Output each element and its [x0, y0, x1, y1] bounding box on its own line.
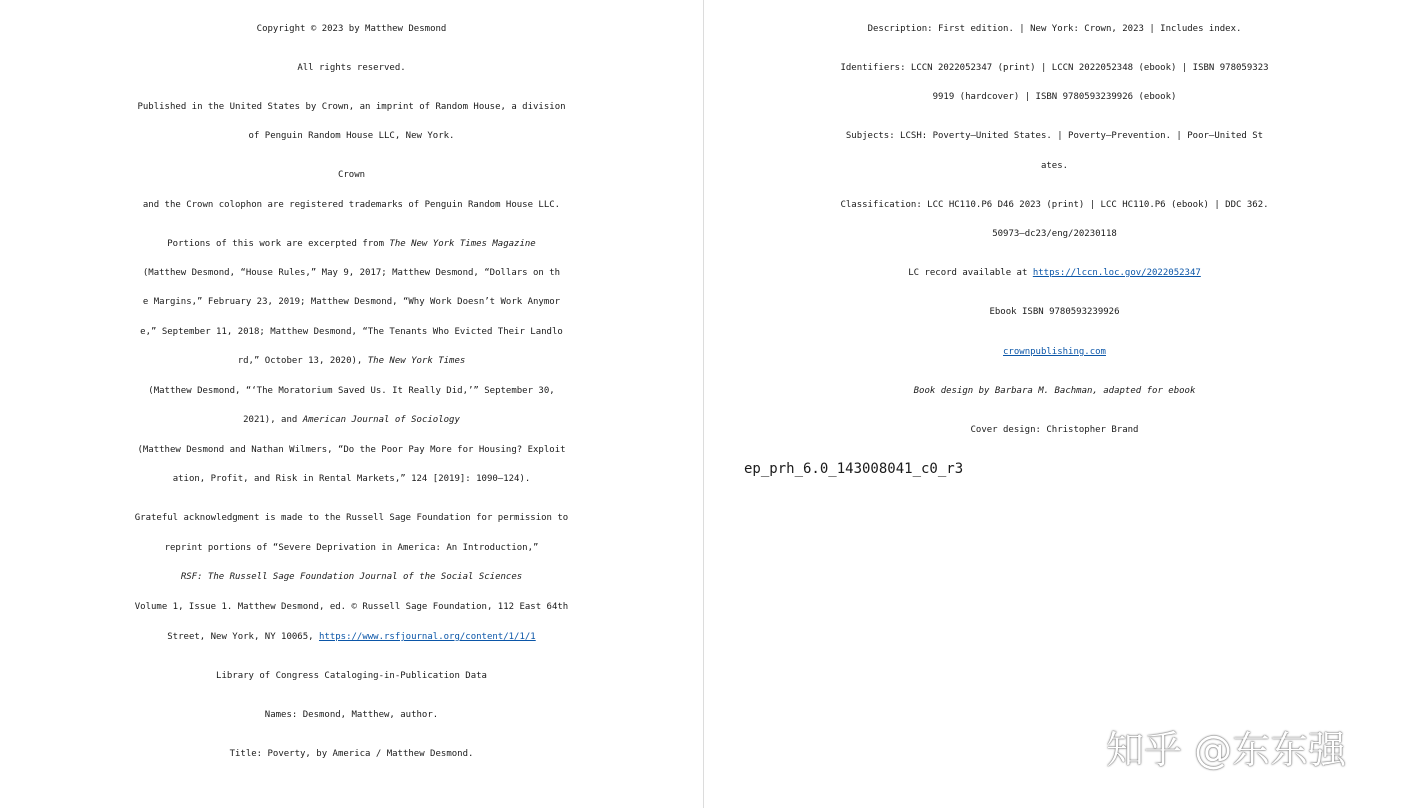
portions-line-7 — [0, 406, 703, 436]
ack-address: Street, New York, NY 10065, — [167, 632, 319, 642]
ack-line-1: Grateful acknowledgment is made to the Russell Sage Foundation for permission to — [134, 513, 569, 523]
lc-record-line — [704, 259, 1405, 289]
portions-line-4: e,” September 11, 2018; Matthew Desmond, “The Tenants Who Evicted Their Landlo — [140, 327, 563, 337]
right-page — [704, 0, 1405, 808]
portions-line-7-text: 2021), and — [243, 415, 303, 425]
ebook-isbn-line: Ebook ISBN 9780593239926 — [989, 307, 1120, 317]
loc-heading: Library of Congress Cataloging-in-Publication Data — [216, 671, 487, 681]
identifiers-line-1: Identifiers: LCCN 2022052347 (print) | LCCN 2022052348 (ebook) | ISBN 978059323 — [840, 63, 1269, 73]
subjects-line-2: ates. — [1040, 161, 1069, 171]
trademark-line: and the Crown colophon are registered trademarks of Penguin Random House LLC. — [142, 200, 561, 210]
publication-ajs: American Journal of Sociology — [302, 415, 460, 425]
cover-design-line: Cover design: Christopher Brand — [970, 425, 1139, 435]
portions-line-2: (Matthew Desmond, “House Rules,” May 9, 2017; Matthew Desmond, “Dollars on th — [142, 268, 561, 278]
portions-line-3: e Margins,” February 23, 2019; Matthew Desmond, “Why Work Doesn’t Work Anymor — [142, 297, 561, 307]
portions-line-1 — [0, 230, 703, 260]
ack-line-5 — [0, 623, 703, 653]
published-line-1: Published in the United States by Crown, an imprint of Random House, a division — [137, 102, 566, 112]
book-design-line: Book design by Barbara M. Bachman, adapted for ebook — [913, 386, 1196, 396]
lccn-link[interactable]: https://lccn.loc.gov/2022052347 — [1032, 268, 1201, 278]
published-line-2: of Penguin Random House LLC, New York. — [248, 131, 455, 141]
ep-code-line: ep_prh_6.0_143008041_c0_r3 — [744, 461, 964, 477]
crown-line: Crown — [337, 170, 366, 180]
publisher-link[interactable]: crownpublishing.com — [1003, 347, 1106, 357]
ack-journal-title: RSF: The Russell Sage Foundation Journal of the Social Sciences — [180, 572, 523, 582]
lc-record-label: LC record available at — [908, 268, 1033, 278]
portions-line-5-text: rd,” October 13, 2020), — [237, 356, 368, 366]
description-line: Description: First edition. | New York: Crown, 2023 | Includes index. — [867, 24, 1242, 34]
watermark: 知乎 @东东强 — [1106, 728, 1347, 772]
portions-line-6: (Matthew Desmond, “‘The Moratorium Saved Us. It Really Did,’” September 30, — [148, 386, 555, 396]
subjects-line-1: Subjects: LCSH: Poverty—United States. | Poverty—Prevention. | Poor—United St — [845, 131, 1264, 141]
classification-line-2: 50973—dc23/eng/20230118 — [992, 229, 1117, 239]
portions-line-5 — [0, 347, 703, 377]
classification-line-1: Classification: LCC HC110.P6 D46 2023 (print) | LCC HC110.P6 (ebook) | DDC 362. — [840, 200, 1269, 210]
portions-intro: Portions of this work are excerpted from — [167, 239, 390, 249]
title-line: Title: Poverty, by America / Matthew Desmond. — [229, 749, 474, 759]
rsf-journal-link[interactable]: https://www.rsfjournal.org/content/1/1/1 — [318, 632, 536, 642]
publisher-line — [704, 338, 1405, 368]
publication-nyt: The New York Times — [367, 356, 466, 366]
identifiers-line-2: 9919 (hardcover) | ISBN 9780593239926 (ebook) — [932, 92, 1177, 102]
portions-line-8: (Matthew Desmond and Nathan Wilmers, “Do the Poor Pay More for Housing? Exploit — [137, 445, 566, 455]
portions-line-9: ation, Profit, and Risk in Rental Markets,” 124 [2019]: 1090–124). — [172, 474, 531, 484]
names-line: Names: Desmond, Matthew, author. — [264, 710, 439, 720]
rights-line: All rights reserved. — [297, 63, 406, 73]
ack-line-2: reprint portions of “Severe Deprivation in America: An Introduction,” — [164, 543, 539, 553]
copyright-line: Copyright © 2023 by Matthew Desmond — [256, 24, 447, 34]
ack-line-4: Volume 1, Issue 1. Matthew Desmond, ed. © Russell Sage Foundation, 112 East 64th — [134, 602, 569, 612]
publication-nyt-magazine: The New York Times Magazine — [389, 239, 536, 249]
